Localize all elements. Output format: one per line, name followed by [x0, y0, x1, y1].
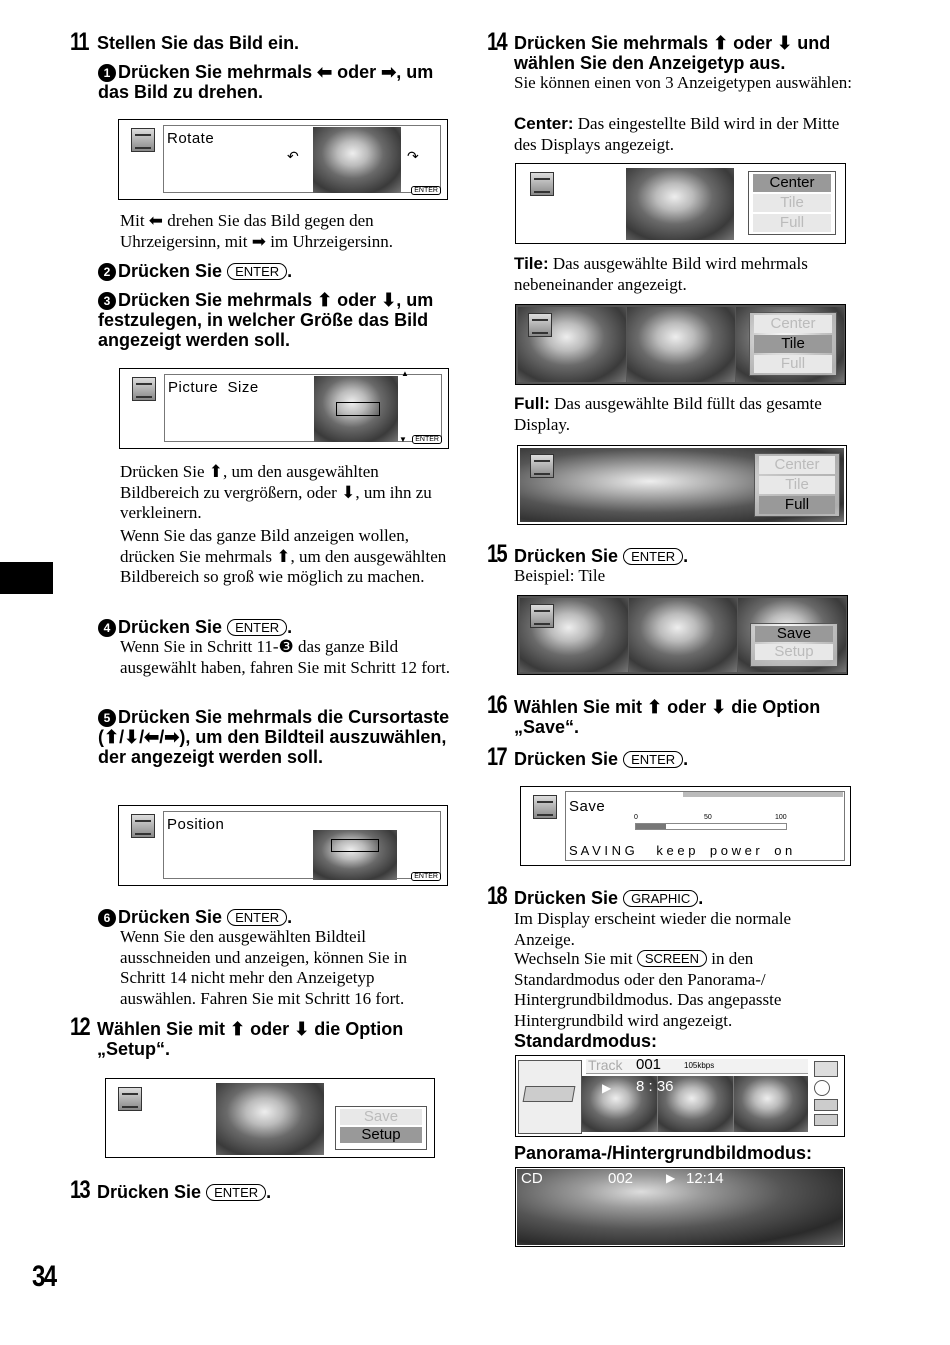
- step-heading: Drücken Sie GRAPHIC .: [514, 888, 704, 908]
- step-heading: Wählen Sie mit ⬆ oder ⬇ die Option „Setup“.: [97, 1019, 404, 1059]
- selection-frame: [331, 839, 379, 852]
- dog-image: [313, 127, 401, 193]
- display-type-menu: [748, 171, 836, 235]
- display-type-menu: [749, 312, 837, 376]
- play-icon: ▶: [602, 1081, 612, 1095]
- screen-key: SCREEN: [637, 950, 707, 967]
- graphic-key: GRAPHIC: [623, 890, 698, 907]
- substep-heading: Drücken Sie mehrmals ⬆ oder ⬇, um festzulegen, in welcher Größe das Bild angezeigt werden soll.: [98, 290, 434, 350]
- picture-size-label: Picture Size: [168, 379, 259, 396]
- option-full: Full: [759, 496, 835, 514]
- picture-size-screen: [119, 368, 449, 449]
- step-circle: 1: [98, 64, 116, 82]
- paragraph: Beispiel: Tile: [514, 566, 606, 585]
- play-icon: ▶: [666, 1171, 676, 1185]
- picture-icon: [528, 313, 552, 337]
- enter-key: ENTER: [206, 1184, 266, 1201]
- option-tile: Tile: [753, 194, 831, 212]
- full-screen: [517, 445, 847, 525]
- substep-heading: Drücken Sie mehrmals ⬅ oder ➡, um das Bild zu drehen.: [98, 62, 434, 102]
- scale-50: 50: [704, 814, 712, 821]
- progress-bar: [635, 823, 787, 830]
- step-number: 15: [487, 540, 507, 568]
- cd-label: CD: [521, 1170, 543, 1187]
- dog-image: [517, 1169, 843, 1245]
- dog-image: [313, 830, 397, 880]
- substep-heading: Drücken Sie mehrmals die Cursortaste (⬆/⬇/⬅/➡), um den Bildteil auszuwählen, der angezeigt werden soll.: [98, 707, 450, 767]
- track-number: 002: [608, 1170, 634, 1187]
- menu-item-save: Save: [340, 1109, 422, 1125]
- dog-image: [626, 168, 734, 240]
- substep: 4 Drücken Sie ENTER .: [98, 617, 292, 637]
- step-heading: Drücken Sie mehrmals ⬆ oder ⬇ und wählen Sie den Anzeigetyp aus.: [514, 33, 831, 73]
- step-number: 17: [487, 743, 507, 771]
- enter-key: ENTER: [227, 909, 287, 926]
- position-label: Position: [167, 816, 225, 833]
- picture-icon: [533, 795, 557, 819]
- time-display: 8 : 36: [636, 1078, 674, 1095]
- display-type-menu: [754, 453, 840, 517]
- enter-key: ENTER: [227, 619, 287, 636]
- paragraph: Tile: Das ausgewählte Bild wird mehrmals nebeneinander angezeigt.: [514, 254, 808, 294]
- option-tile: Tile: [759, 476, 835, 494]
- position-screen: [118, 805, 448, 886]
- step-heading: Drücken Sie ENTER .: [97, 1182, 272, 1202]
- tile-screen: [515, 304, 846, 385]
- paragraph: Mit ⬅ drehen Sie das Bild gegen den Uhrzeigersinn, mit ➡ im Uhrzeigersinn.: [120, 211, 393, 251]
- bitrate: 105kbps: [684, 1061, 715, 1070]
- step-number: 12: [70, 1013, 90, 1041]
- saving-message: S A V I N G k e e p p o w e r o n: [569, 843, 793, 858]
- panorama-mode-heading: Panorama-/Hintergrundbildmodus:: [514, 1143, 813, 1163]
- side-icons: [814, 1061, 840, 1131]
- down-arrow-icon: ▼: [399, 435, 407, 444]
- substep: [98, 707, 453, 767]
- picture-icon: [131, 814, 155, 838]
- step-number: 13: [70, 1176, 90, 1204]
- step-circle: 3: [98, 292, 116, 310]
- rotate-screen: [118, 119, 448, 200]
- time-display: 12:14: [686, 1170, 724, 1187]
- progress-top-bar: [683, 792, 843, 797]
- step-heading: Wählen Sie mit ⬆ oder ⬇ die Option „Save“.: [514, 697, 821, 737]
- substep-heading: Drücken Sie: [118, 261, 223, 281]
- enter-key: ENTER: [227, 263, 287, 280]
- selection-frame: [336, 402, 380, 416]
- step-circle: 6: [98, 909, 116, 927]
- rotate-right-icon: ↷: [407, 148, 419, 164]
- enter-icon: ENTER: [412, 435, 442, 444]
- step-number: 14: [487, 28, 507, 56]
- paragraph: Wenn Sie in Schritt 11-❸ das ganze Bild ausgewählt haben, fahren Sie mit Schritt 12 fort.: [120, 637, 450, 677]
- rotate-left-icon: ↶: [287, 148, 299, 164]
- picture-icon: [530, 604, 554, 628]
- section-tab: [0, 562, 53, 594]
- center-screen: [515, 163, 846, 244]
- dog-image: [216, 1083, 324, 1155]
- tile-example-screen: [517, 595, 848, 675]
- paragraph: Wenn Sie das ganze Bild anzeigen wollen, drücken Sie mehrmals ⬆, um den ausgewählten Bildbereich so groß wie möglich zu machen.: [120, 526, 447, 586]
- paragraph: Drücken Sie ⬆, um den ausgewählten Bildbereich zu vergrößern, oder ⬇, um ihn zu verkleinern.: [120, 462, 432, 522]
- step-heading: Stellen Sie das Bild ein.: [97, 33, 300, 53]
- standard-mode-heading: Standardmodus:: [514, 1031, 658, 1051]
- substep-heading: Drücken Sie: [118, 617, 223, 637]
- save-label: Save: [569, 798, 606, 815]
- substep: 6 Drücken Sie ENTER .: [98, 907, 292, 927]
- picture-icon: [132, 377, 156, 401]
- option-full: Full: [753, 214, 831, 232]
- track-label: Track: [588, 1057, 623, 1073]
- paragraph: Wechseln Sie mit SCREEN in den Standardmodus oder den Panorama-/ Hintergrundbildmodus. Das angepasste Hintergrundbild wird angezeigt.: [514, 949, 782, 1030]
- paragraph: Full: Das ausgewählte Bild füllt das gesamte Display.: [514, 394, 822, 434]
- option-save: Save: [755, 626, 833, 642]
- step-heading: Drücken Sie ENTER .: [514, 546, 689, 566]
- option-center: Center: [759, 456, 835, 474]
- substep: [98, 62, 448, 102]
- scale-100: 100: [775, 814, 787, 821]
- option-center: Center: [754, 315, 832, 333]
- option-tile: Tile: [754, 335, 832, 353]
- step-circle: 2: [98, 263, 116, 281]
- picture-icon: [530, 454, 554, 478]
- step-number: 18: [487, 882, 507, 910]
- menu-item-setup: Setup: [340, 1127, 422, 1143]
- track-number: 001: [636, 1056, 662, 1073]
- setup-menu: [335, 1106, 427, 1150]
- substep: 2 Drücken Sie ENTER .: [98, 261, 292, 281]
- step-number: 16: [487, 691, 507, 719]
- paragraph: Wenn Sie den ausgewählten Bildteil ausschneiden und anzeigen, können Sie in Schritt 14 nicht mehr den Anzeigetyp auswählen. Fahren Sie mit Schritt 16 fort.: [120, 927, 408, 1008]
- picture-icon: [131, 128, 155, 152]
- enter-key: ENTER: [623, 548, 683, 565]
- standard-mode-screen: [515, 1055, 845, 1137]
- step-circle: 5: [98, 709, 116, 727]
- step-circle: 4: [98, 619, 116, 637]
- page-number: 34: [32, 1260, 56, 1293]
- up-arrow-icon: ▲: [401, 369, 409, 378]
- setup-screen: [105, 1078, 435, 1158]
- enter-icon: ENTER: [411, 186, 441, 195]
- saving-screen: [520, 786, 851, 866]
- option-full: Full: [754, 355, 832, 373]
- panorama-screen: [515, 1167, 845, 1247]
- scale-0: 0: [634, 814, 638, 821]
- paragraph: Center: Das eingestellte Bild wird in der Mitte des Displays angezeigt.: [514, 114, 840, 154]
- rotate-label: Rotate: [167, 130, 215, 147]
- picture-icon: [530, 172, 554, 196]
- option-center: Center: [753, 174, 831, 192]
- enter-icon: ENTER: [411, 872, 441, 881]
- save-setup-menu: [750, 623, 838, 667]
- substep: [98, 290, 448, 350]
- step-heading: Drücken Sie ENTER .: [514, 749, 689, 769]
- paragraph: Sie können einen von 3 Anzeigetypen auswählen:: [514, 73, 853, 92]
- tile-strip: [582, 1076, 808, 1132]
- paragraph: Im Display erscheint wieder die normale Anzeige.: [514, 909, 792, 949]
- step-number: 11: [70, 28, 88, 56]
- option-setup: Setup: [755, 644, 833, 660]
- enter-key: ENTER: [623, 751, 683, 768]
- picture-icon: [118, 1087, 142, 1111]
- substep-heading: Drücken Sie: [118, 907, 223, 927]
- disc-icon: [523, 1086, 576, 1102]
